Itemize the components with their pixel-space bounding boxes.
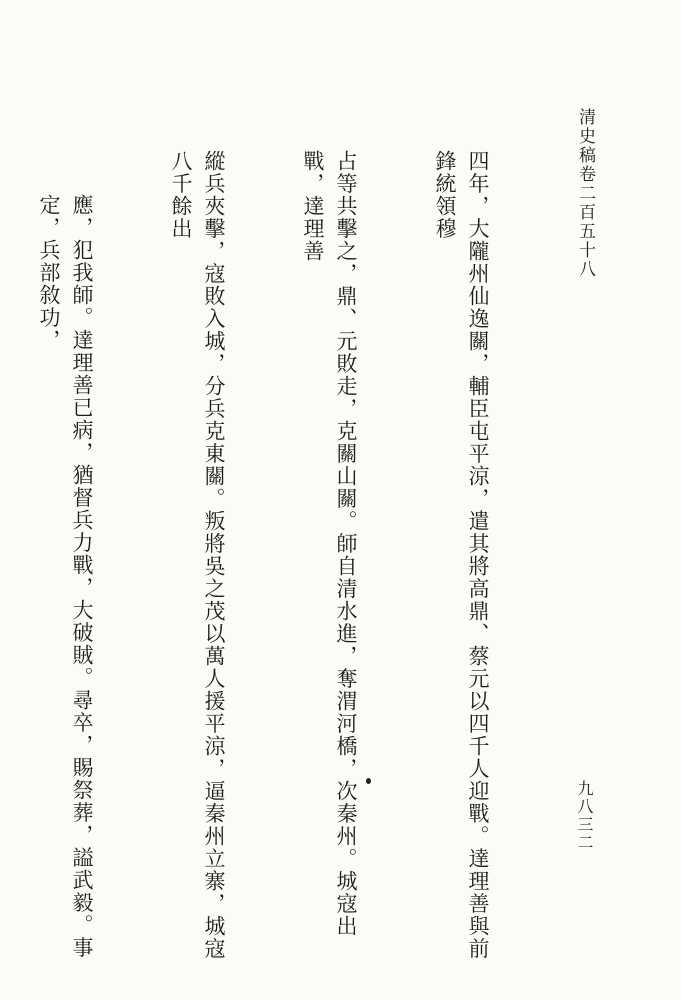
text-column: 縱兵夾擊，寇敗入城，分兵克東關。叛將吳之茂以萬人援平涼，逼秦州立寨，城寇八千餘出 (169, 150, 226, 960)
text-column: 應，犯我師。達理善已病，猶督兵力戰，大破賊。尋卒，賜祭葬，謚武毅。事定，兵部敘功， (37, 194, 94, 959)
scan-speck (366, 778, 371, 784)
text-body (37, 150, 560, 960)
running-title: 清史稿卷二百五十八 (575, 108, 595, 279)
text-column: 四年，大隴州仙逸關，輔臣屯平涼，遣其將高鼎、蔡元以四千人迎戰。達理善與前鋒統領穆 (433, 150, 490, 960)
text-column: 占等共擊之，鼎、元敗走，克關山關。師自清水進，奪渭河橋，次秦州。城寇出戰，達理善 (301, 150, 358, 938)
page-number: 九八三二 (575, 780, 594, 852)
